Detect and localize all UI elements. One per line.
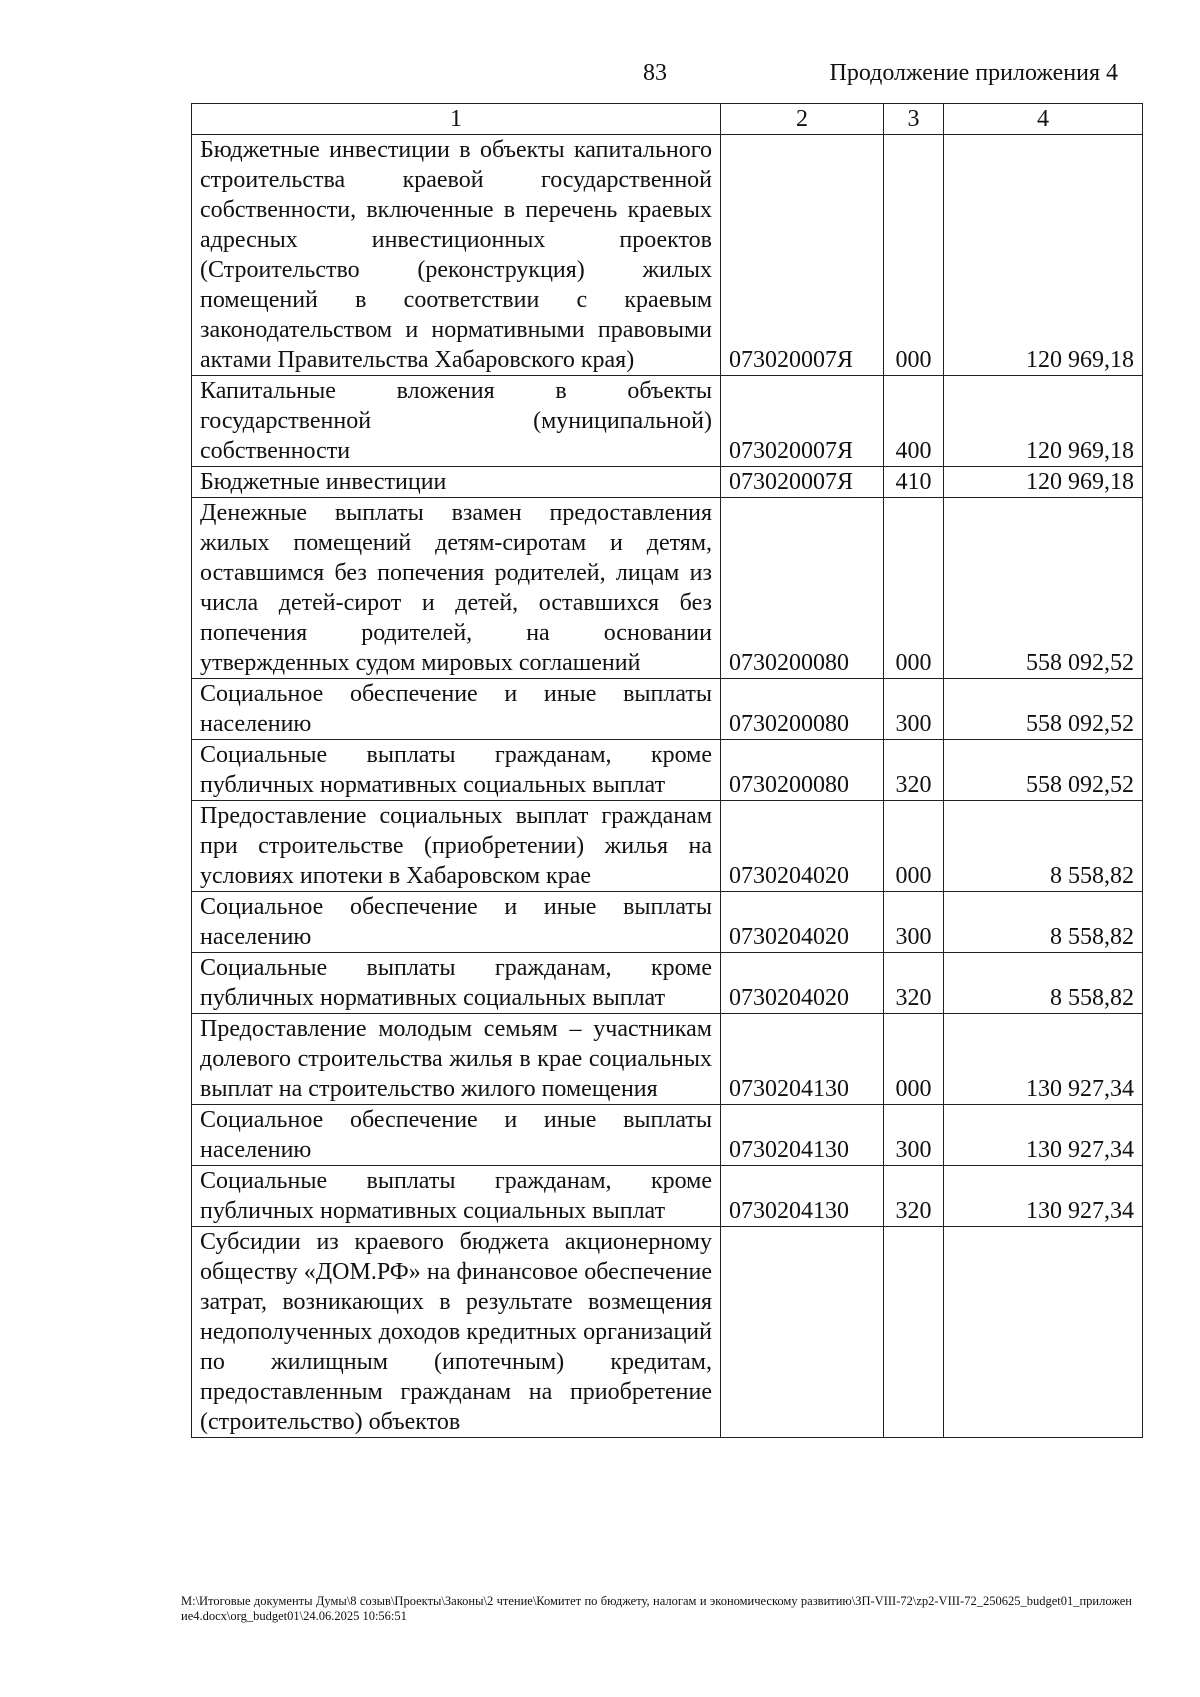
table-row [192, 1105, 1143, 1166]
table-row [192, 801, 1143, 892]
document-path-footer: М:\Итоговые документы Думы\8 созыв\Проекты\Законы\2 чтение\Комитет по бюджету, налогам и экономическому развитию\ЗП-VIII-72\zp2-VIII-72_250625_budget01_приложение4.docx\org_budget01\24.06.2025 10:56:51 [181, 1594, 1132, 1623]
expense-type: 320 [884, 1166, 944, 1227]
target-code: 0730204020 [721, 953, 884, 1014]
expense-type: 320 [884, 953, 944, 1014]
target-code: 0730200080 [721, 740, 884, 801]
row-name: Социальные выплаты гражданам, кроме публичных нормативных социальных выплат [192, 953, 721, 1014]
row-name: Социальные выплаты гражданам, кроме публичных нормативных социальных выплат [192, 740, 721, 801]
column-number: 2 [721, 104, 884, 135]
row-name: Капитальные вложения в объекты государственной (муниципальной) собственности [192, 376, 721, 467]
amount: 130 927,34 [944, 1014, 1143, 1105]
table-row [192, 467, 1143, 498]
target-code: 0730204130 [721, 1014, 884, 1105]
amount [944, 1227, 1143, 1438]
amount: 558 092,52 [944, 679, 1143, 740]
amount: 120 969,18 [944, 467, 1143, 498]
target-code: 073020007Я [721, 376, 884, 467]
row-name: Социальное обеспечение и иные выплаты населению [192, 1105, 721, 1166]
column-number: 1 [192, 104, 721, 135]
table-row [192, 1166, 1143, 1227]
target-code: 0730200080 [721, 679, 884, 740]
amount: 130 927,34 [944, 1166, 1143, 1227]
target-code: 073020007Я [721, 467, 884, 498]
target-code: 0730200080 [721, 498, 884, 679]
page-number: 83 [643, 60, 667, 86]
target-code: 0730204020 [721, 801, 884, 892]
row-name: Бюджетные инвестиции [192, 467, 721, 498]
target-code: 0730204130 [721, 1105, 884, 1166]
row-name: Социальное обеспечение и иные выплаты населению [192, 679, 721, 740]
target-code: 0730204020 [721, 892, 884, 953]
row-name: Предоставление социальных выплат гражданам при строительстве (приобретении) жилья на условиях ипотеки в Хабаровском крае [192, 801, 721, 892]
amount: 558 092,52 [944, 498, 1143, 679]
column-number: 4 [944, 104, 1143, 135]
amount: 130 927,34 [944, 1105, 1143, 1166]
continuation-caption: Продолжение приложения 4 [829, 60, 1118, 86]
row-name: Предоставление молодым семьям – участникам долевого строительства жилья в крае социальных выплат на строительство жилого помещения [192, 1014, 721, 1105]
expense-type: 400 [884, 376, 944, 467]
amount: 8 558,82 [944, 953, 1143, 1014]
column-number-row [192, 104, 1143, 135]
expense-type: 300 [884, 892, 944, 953]
amount: 8 558,82 [944, 892, 1143, 953]
expense-type [884, 1227, 944, 1438]
expense-type: 000 [884, 1014, 944, 1105]
table-row [192, 498, 1143, 679]
expense-type: 000 [884, 801, 944, 892]
row-name: Социальные выплаты гражданам, кроме публичных нормативных социальных выплат [192, 1166, 721, 1227]
expense-type: 320 [884, 740, 944, 801]
table-row [192, 740, 1143, 801]
table-row [192, 376, 1143, 467]
target-code: 073020007Я [721, 135, 884, 376]
table-row-continued [192, 1227, 1143, 1438]
expense-type: 300 [884, 679, 944, 740]
row-name: Субсидии из краевого бюджета акционерному обществу «ДОМ.РФ» на финансовое обеспечение затрат, возникающих в результате возмещения недополученных доходов кредитных организаций по жилищным (ипотечным) кредитам, предоставленным гражданам на приобретение (строительство) объектов [192, 1227, 721, 1438]
expense-type: 000 [884, 135, 944, 376]
budget-table [191, 103, 1143, 1438]
table-row [192, 135, 1143, 376]
table-row [192, 892, 1143, 953]
amount: 558 092,52 [944, 740, 1143, 801]
table-row [192, 679, 1143, 740]
target-code: 0730204130 [721, 1166, 884, 1227]
amount: 120 969,18 [944, 135, 1143, 376]
row-name: Социальное обеспечение и иные выплаты населению [192, 892, 721, 953]
expense-type: 000 [884, 498, 944, 679]
table-row [192, 953, 1143, 1014]
target-code [721, 1227, 884, 1438]
amount: 8 558,82 [944, 801, 1143, 892]
table-row [192, 1014, 1143, 1105]
amount: 120 969,18 [944, 376, 1143, 467]
expense-type: 300 [884, 1105, 944, 1166]
row-name: Денежные выплаты взамен предоставления жилых помещений детям-сиротам и детям, оставшимся без попечения родителей, лицам из числа детей-сирот и детей, оставшихся без попечения родителей, на основании утвержденных судом мировых соглашений [192, 498, 721, 679]
column-number: 3 [884, 104, 944, 135]
expense-type: 410 [884, 467, 944, 498]
row-name: Бюджетные инвестиции в объекты капитального строительства краевой государственной собственности, включенные в перечень краевых адресных инвестиционных проектов (Строительство (реконструкция) жилых помещений в соответствии с краевым законодательством и нормативными правовыми актами Правительства Хабаровского края) [192, 135, 721, 376]
